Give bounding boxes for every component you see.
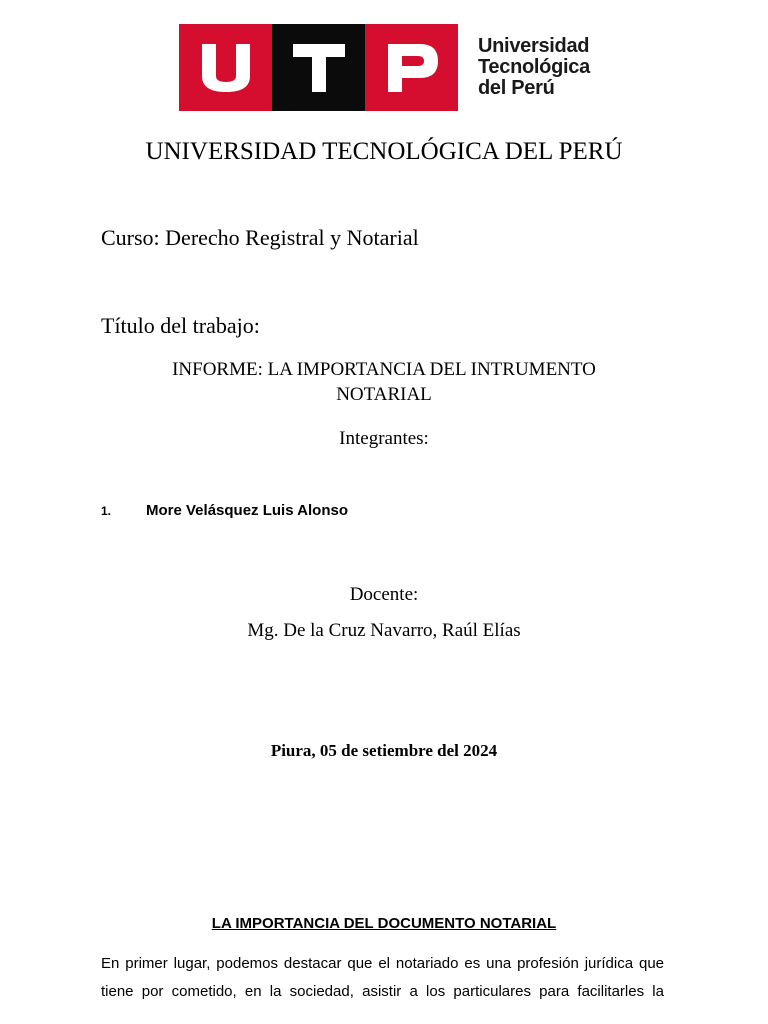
paragraph-line: tiene por cometido, en la sociedad, asistir a los particulares para facilitarles la — [101, 983, 664, 1000]
body-paragraph — [101, 950, 664, 1006]
member-name: More Velásquez Luis Alonso — [146, 502, 348, 519]
logo-wordmark — [478, 36, 590, 99]
work-title — [0, 357, 768, 407]
letter-p-icon — [382, 42, 442, 94]
teacher-name: Mg. De la Cruz Navarro, Raúl Elías — [247, 620, 521, 641]
paragraph-line: En primer lugar, podemos destacar que el notariado es una profesión jurídica que — [101, 955, 664, 972]
logo-letter-u — [179, 24, 272, 111]
utp-logo — [179, 24, 590, 111]
member-number: 1. — [101, 504, 112, 518]
university-name: UNIVERSIDAD TECNOLÓGICA DEL PERÚ — [145, 138, 623, 165]
logo-text-line: Universidad — [478, 35, 590, 57]
teacher-label: Docente: — [349, 584, 419, 605]
members-label: Integrantes: — [339, 428, 429, 449]
logo-letter-p — [365, 24, 458, 111]
logo-letter-t — [272, 24, 365, 111]
logo-text-line: del Perú — [478, 77, 555, 99]
logo-text-line: Tecnológica — [478, 56, 590, 78]
work-title-line: NOTARIAL — [336, 384, 432, 405]
course-line: Curso: Derecho Registral y Notarial — [101, 225, 419, 250]
section-title: LA IMPORTANCIA DEL DOCUMENTO NOTARIAL — [211, 915, 557, 932]
title-label: Título del trabajo: — [101, 313, 260, 338]
letter-u-icon — [196, 42, 256, 94]
date-line: Piura, 05 de setiembre del 2024 — [270, 741, 498, 760]
letter-t-icon — [289, 42, 349, 94]
work-title-line: INFORME: LA IMPORTANCIA DEL INTRUMENTO — [172, 359, 596, 380]
member-item — [101, 502, 348, 519]
